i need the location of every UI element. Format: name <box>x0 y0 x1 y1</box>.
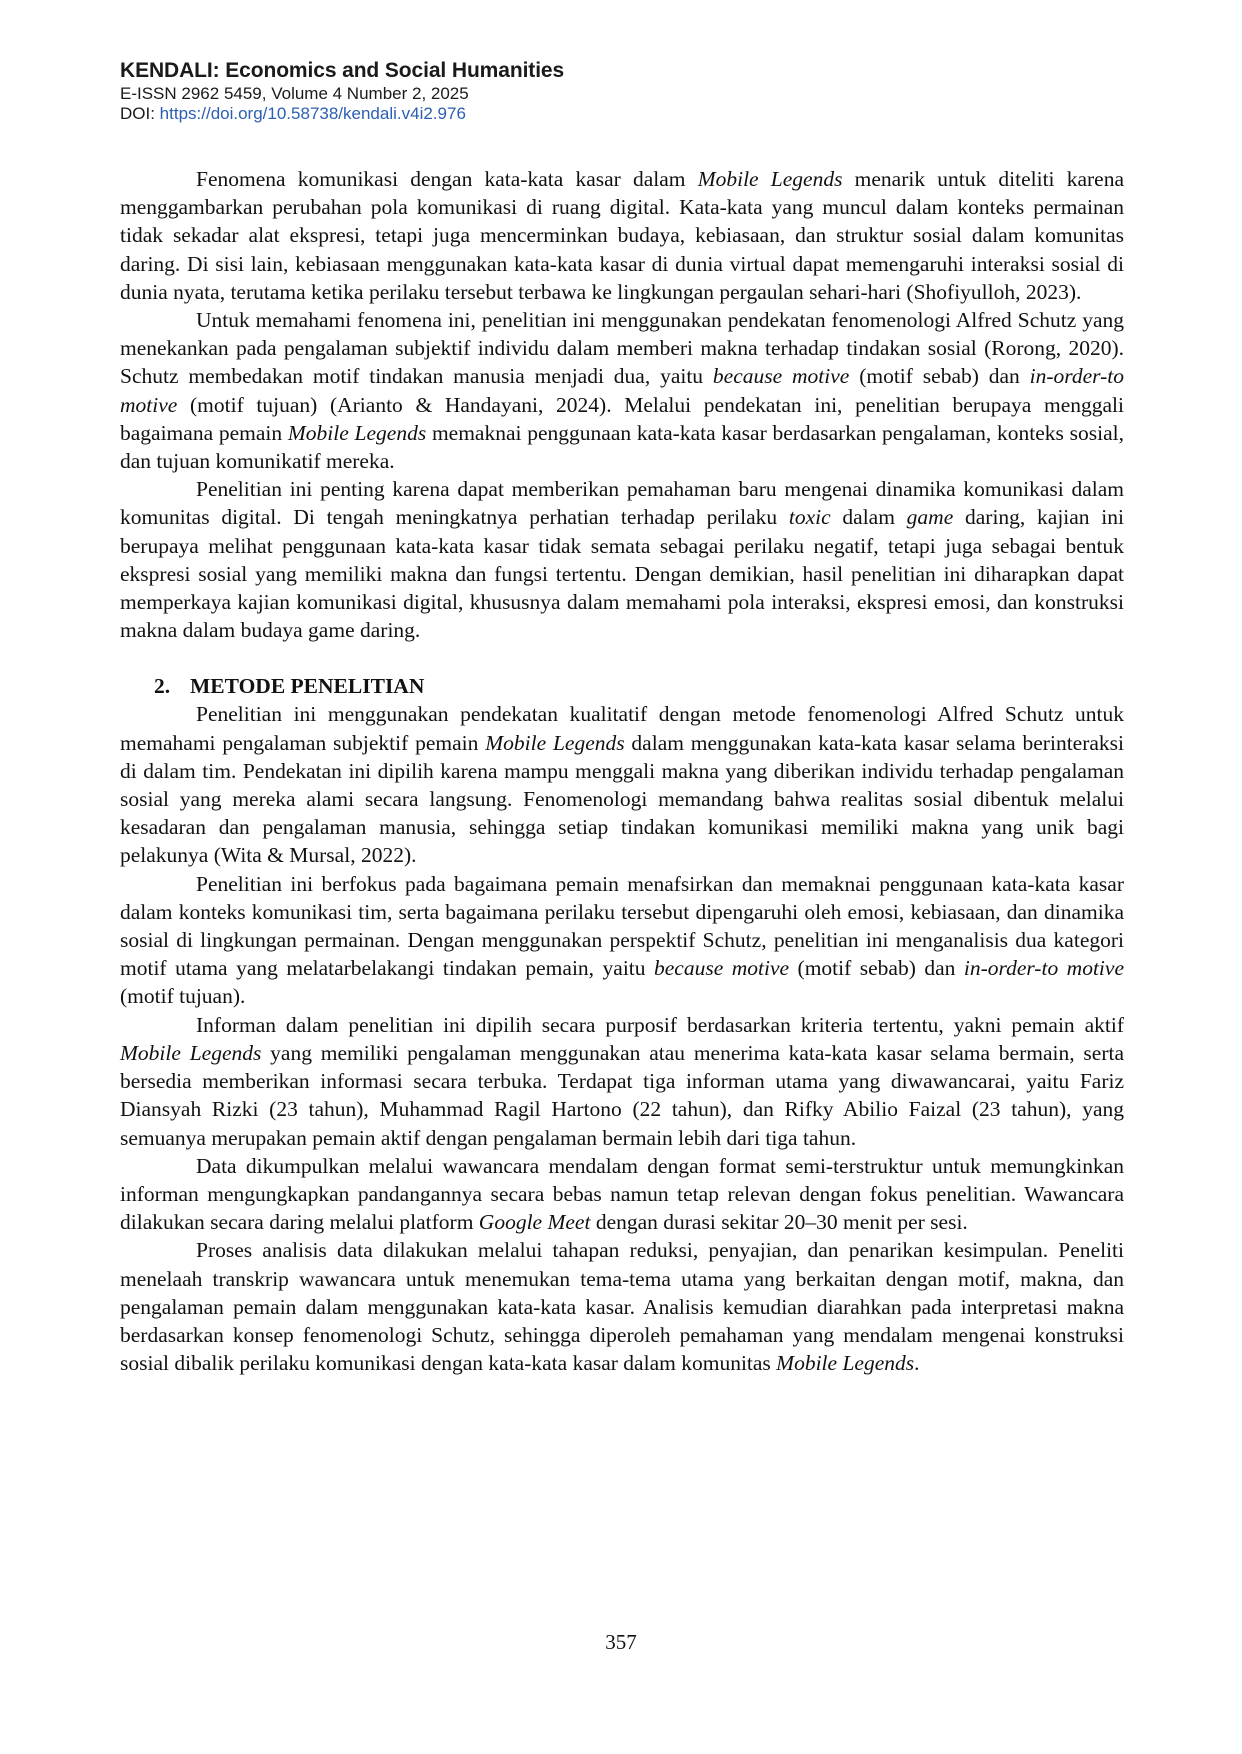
doi-link[interactable]: https://doi.org/10.58738/kendali.v4i2.976 <box>159 104 466 123</box>
metode-paragraph-1 <box>120 700 1124 869</box>
italic-term: because motive <box>654 956 790 981</box>
text-run: Penelitian ini menggunakan pendekatan kualitatif dengan metode fenomenologi Alfred Schutz untuk memahami pengalaman subjektif pemain <box>120 702 1124 755</box>
text-run: dalam <box>830 505 907 530</box>
text-run: Data dikumpulkan melalui wawancara mendalam dengan format semi-terstruktur untuk memungkinkan informan mengungkapkan pandangannya secara bebas namun tetap relevan dengan fokus penelitian. Wawancara dilakukan secara daring melalui platform <box>120 1153 1124 1235</box>
text-run: daring, kajian ini berupaya melihat penggunaan kata-kata kasar tidak semata sebagai perilaku negatif, tetapi juga sebagai bentuk ekspresi sosial yang memiliki makna dan fungsi tertentu. Dengan demikian, hasil penelitian ini diharapkan dapat memperkaya kajian komunikasi digital, khususnya dalam memahami pola interaksi, ekspresi emosi, dan konstruksi makna dalam budaya game daring. <box>120 505 1124 643</box>
doi-line <box>120 104 564 124</box>
section-title: METODE PENELITIAN <box>190 674 425 699</box>
journal-header <box>120 58 564 124</box>
text-run: (motif sebab) dan <box>849 364 1030 389</box>
text-run: (motif tujuan). <box>120 984 246 1009</box>
text-run: yang memiliki pengalaman menggunakan atau menerima kata-kata kasar selama bermain, serta bersedia memberikan informasi secara terbuka. Terdapat tiga informan utama yang diwawancarai, yaitu Fariz Diansyah Rizki (23 tahun), Muhammad Ragil Hartono (22 tahun), dan Rifky Abilio Faizal (23 tahun), yang semuanya merupakan pemain aktif dengan pengalaman bermain lebih dari tiga tahun. <box>120 1040 1124 1150</box>
text-run: (motif sebab) dan <box>789 956 964 981</box>
metode-paragraph-3 <box>120 1011 1124 1152</box>
section-heading-metode <box>154 672 1124 700</box>
italic-term: Mobile Legends <box>120 1040 262 1065</box>
text-run: Untuk memahami fenomena ini, penelitian ini menggunakan pendekatan fenomenologi Alfred Schutz yang menekankan pada pengalaman subjektif individu dalam memberi makna terhadap tindakan sosial (Rorong, 2020). Schutz membedakan motif tindakan manusia menjadi dua, yaitu <box>120 308 1124 389</box>
text-run: Penelitian ini penting karena dapat memberikan pemahaman baru mengenai dinamika komunikasi dalam komunitas digital. Di tengah meningkatnya perhatian terhadap perilaku <box>120 477 1124 530</box>
italic-term: Mobile Legends <box>697 167 843 191</box>
italic-term: Google Meet <box>478 1210 591 1235</box>
text-run: Penelitian ini berfokus pada bagaimana pemain menafsirkan dan memaknai penggunaan kata-kata kasar dalam konteks komunikasi tim, serta bagaimana perilaku tersebut dipengaruhi oleh emosi, kebiasaan, dan dinamika sosial di lingkungan permainan. Dengan menggunakan perspektif Schutz, penelitian ini menganalisis dua kategori motif utama yang melatarbelakangi tindakan pemain, yaitu <box>120 871 1124 981</box>
issn-volume-line: E-ISSN 2962 5459, Volume 4 Number 2, 2025 <box>120 84 469 103</box>
section-number: 2. <box>154 674 171 699</box>
italic-term: in-order-to motive <box>120 364 1124 417</box>
text-run: dalam menggunakan kata-kata kasar selama berinteraksi di dalam tim. Pendekatan ini dipilih karena mampu menggali makna yang diberikan individu terhadap pengalaman sosial yang mereka alami secara langsung. Fenomenologi memandang bahwa realitas sosial dibentuk melalui kesadaran dan pengalaman manusia, sehingga setiap tindakan komunikasi memiliki makna yang unik bagi pelakunya (Wita & Mursal, 2022). <box>120 730 1125 868</box>
metode-paragraph-2 <box>120 870 1124 1011</box>
text-run: dengan durasi sekitar 20–30 menit per sesi. <box>590 1210 968 1235</box>
text-run: . <box>914 1351 920 1376</box>
text-run: Proses analisis data dilakukan melalui tahapan reduksi, penyajian, dan penarikan kesimpulan. Peneliti menelaah transkrip wawancara untuk menemukan tema-tema utama yang berkaitan dengan motif, makna, dan pengalaman pemain dalam menggunakan kata-kata kasar. Analisis kemudian diarahkan pada interpretasi makna berdasarkan konsep fenomenologi Schutz, sehingga diperoleh pemahaman yang mendalam mengenai konstruksi sosial dibalik perilaku komunikasi dengan kata-kata kasar dalam komunitas <box>120 1238 1124 1376</box>
page-number: 357 <box>605 1630 637 1654</box>
metode-paragraph-4 <box>120 1152 1124 1237</box>
journal-title: KENDALI: Economics and Social Humanities <box>120 59 565 82</box>
metode-paragraph-5 <box>120 1236 1124 1377</box>
text-run: (motif tujuan) (Arianto & Handayani, 2024). Melalui pendekatan ini, penelitian berupaya menggali bagaimana pemain <box>120 392 1124 445</box>
intro-paragraph-1 <box>120 165 1124 306</box>
intro-paragraph-3 <box>120 475 1124 644</box>
italic-term: game <box>906 505 954 530</box>
intro-paragraph-2 <box>120 306 1124 475</box>
page-body <box>120 165 1124 1377</box>
italic-term: Mobile Legends <box>287 420 427 445</box>
text-run: Informan dalam penelitian ini dipilih secara purposif berdasarkan kriteria tertentu, yakni pemain aktif <box>196 1012 1124 1037</box>
italic-term: Mobile Legends <box>485 730 625 755</box>
text-run: Fenomena komunikasi dengan kata-kata kasar dalam <box>196 167 698 191</box>
italic-term: Mobile Legends <box>776 1351 915 1376</box>
text-run: menarik untuk diteliti karena menggambarkan perubahan pola komunikasi di ruang digital. Kata-kata yang muncul dalam konteks permainan tidak sekadar alat ekspresi, tetapi juga mencerminkan budaya, kebiasaan, dan struktur sosial dalam komunitas daring. Di sisi lain, kebiasaan menggunakan kata-kata kasar di dunia virtual dapat memengaruhi interaksi sosial di dunia nyata, terutama ketika perilaku tersebut terbawa ke lingkungan pergaulan sehari-hari (Shofiyulloh, 2023). <box>120 167 1124 304</box>
italic-term: in-order-to motive <box>963 956 1124 981</box>
text-run: memaknai penggunaan kata-kata kasar berdasarkan pengalaman, konteks sosial, dan tujuan komunikatif mereka. <box>120 420 1125 474</box>
doi-label: DOI: <box>120 104 160 123</box>
italic-term: toxic <box>788 505 831 530</box>
italic-term: because motive <box>712 364 850 389</box>
